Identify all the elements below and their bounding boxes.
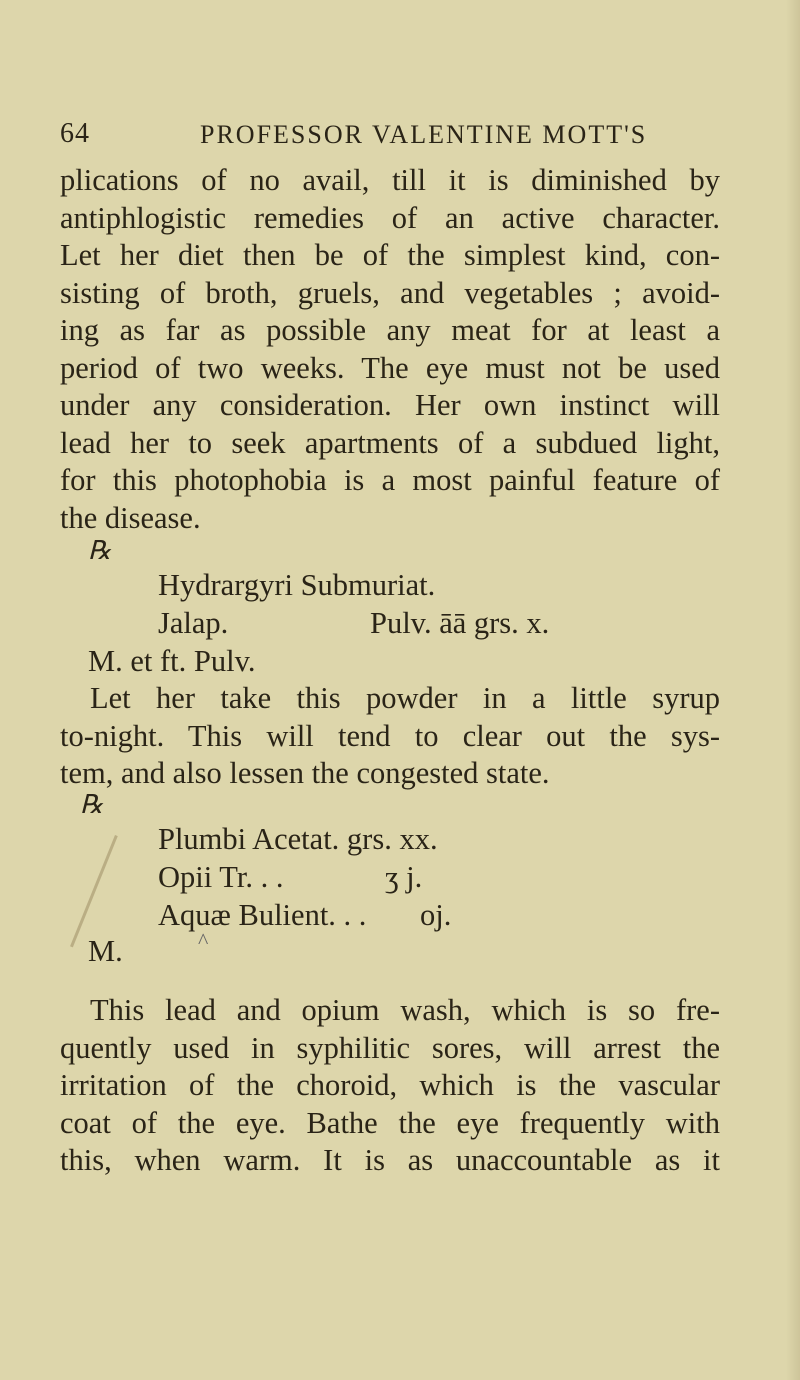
running-head-title: PROFESSOR VALENTINE MOTT'S	[200, 120, 648, 149]
text-line: for this photophobia is a most painful feature of	[60, 463, 720, 497]
prescription-dose: Pulv. āā grs. x.	[370, 606, 550, 640]
text-line: sisting of broth, gruels, and vegetables ; avoid-	[60, 275, 720, 310]
prescription-instruction: M. et ft. Pulv.	[88, 644, 256, 678]
text-line: lead her to seek apartments of a subdued light,	[60, 425, 720, 460]
text-line: antiphlogistic remedies of an active character.	[60, 200, 720, 235]
text-line: to-night. This will tend to clear out the sys-	[60, 718, 720, 753]
prescription-ingredient: Opii Tr. . .	[158, 860, 284, 894]
text-line: period of two weeks. The eye must not be used	[60, 350, 720, 385]
prescription-dose: ʒ j.	[385, 860, 423, 894]
paragraph-3	[60, 992, 720, 1180]
text-line: Let her diet then be of the simplest kind, con-	[60, 238, 720, 272]
prescription-ingredient: Aquæ Bulient. . .	[158, 898, 367, 932]
caret-mark: ^	[198, 928, 209, 953]
text-line: tem, and also lessen the congested state.	[60, 756, 550, 790]
text-line: this, when warm. It is as unaccountable as it	[60, 1143, 720, 1177]
recipe-symbol: ℞	[80, 790, 104, 819]
text-line: Let her take this powder in a little syrup	[90, 681, 720, 715]
page-edge-shadow	[786, 0, 800, 1380]
paragraph-1	[60, 162, 720, 537]
text-line: quently used in syphilitic sores, will arrest the	[60, 1030, 720, 1065]
text-line: coat of the eye. Bathe the eye frequently with	[60, 1105, 720, 1140]
text-line: irritation of the choroid, which is the vascular	[60, 1068, 720, 1102]
prescription-instruction: M.	[88, 934, 123, 968]
text-line: This lead and opium wash, which is so fre-	[90, 993, 720, 1027]
running-head	[60, 118, 760, 154]
text-line: ing as far as possible any meat for at least a	[60, 313, 720, 347]
prescription-dose: oj.	[420, 898, 452, 932]
page-number: 64	[60, 118, 90, 149]
prescription-ingredient: Plumbi Acetat. grs. xx.	[158, 822, 438, 856]
prescription-ingredient: Hydrargyri Submuriat.	[158, 568, 436, 602]
text-line: plications of no avail, till it is diminished by	[60, 163, 720, 197]
paragraph-2	[60, 680, 720, 793]
pencil-mark	[70, 835, 118, 947]
recipe-symbol: ℞	[88, 536, 112, 565]
text-line: under any consideration. Her own instinct will	[60, 388, 720, 422]
text-line: the disease.	[60, 500, 201, 535]
prescription-ingredient: Jalap.	[158, 606, 229, 640]
